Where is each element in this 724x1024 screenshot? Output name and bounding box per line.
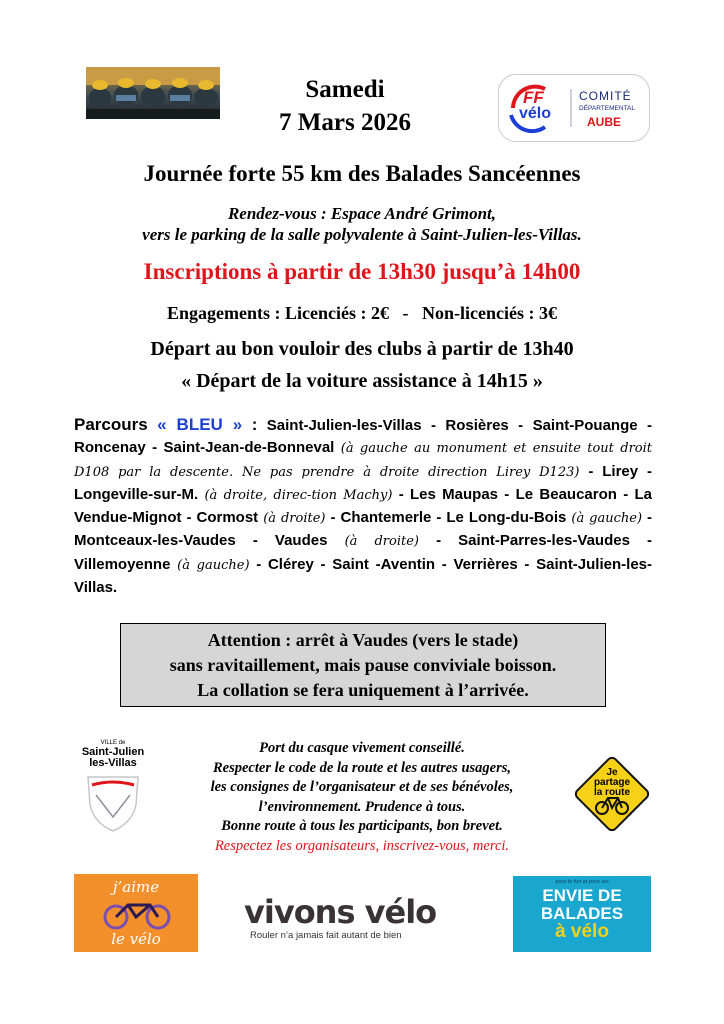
advice-line4: l’environnement. Prudence à tous. bbox=[258, 798, 466, 815]
route-segment: - Chantemerle - Le Long-du-Bois bbox=[330, 509, 567, 527]
event-day: Samedi bbox=[305, 76, 385, 103]
vivons-velo-logo bbox=[244, 894, 474, 954]
envie-line1: ENVIE DE bbox=[542, 886, 622, 905]
ff-text: FF bbox=[523, 88, 544, 107]
rendezvous-line1: Rendez-vous : Espace André Grimont, bbox=[227, 204, 497, 223]
attention-line1: Attention : arrêt à Vaudes (vers le stade) bbox=[207, 630, 519, 650]
shield-icon bbox=[74, 769, 152, 835]
jaime-text: j’aime bbox=[112, 878, 160, 896]
event-date: 7 Mars 2026 bbox=[279, 109, 411, 136]
departemental-text: DÉPARTEMENTAL bbox=[579, 105, 635, 112]
vivons-velo-text: vivons vélo bbox=[244, 893, 437, 931]
safety-advice bbox=[170, 739, 554, 856]
route-note: (à droite, direc-tion Machy) bbox=[204, 487, 393, 503]
aube-text: AUBE bbox=[587, 115, 622, 129]
route-segment: Saint-Julien-les-Villas - Rosières - Saint-Pouange - Roncenay - Saint-Jean-de-Bonneval bbox=[74, 417, 652, 457]
velo-text: vélo bbox=[519, 105, 552, 122]
ville-de-text: VILLE de bbox=[100, 740, 126, 746]
sign-line3: la route bbox=[593, 787, 631, 798]
route-note: (à gauche) bbox=[177, 557, 250, 573]
parcours-colon: : bbox=[251, 415, 258, 434]
parcours-description bbox=[74, 414, 652, 599]
comite-text: COMITÉ bbox=[579, 89, 632, 103]
vivons-tagline: Rouler n’a jamais fait autant de bien bbox=[250, 930, 402, 941]
depart-line2: « Départ de la voiture assistance à 14h15 » bbox=[181, 370, 543, 392]
saint-julien-logo bbox=[74, 740, 152, 840]
jaime-le-velo-logo bbox=[74, 874, 198, 952]
envie-de-balades-logo bbox=[513, 876, 651, 952]
les-villas-text: les-Villas bbox=[89, 757, 137, 769]
route-segment: - Saint-Parres-les-Vaudes - Villemoyenne bbox=[74, 532, 653, 573]
route-segment: - Clérey - Saint -Aventin - Verrières - Saint-Julien-les-Villas. bbox=[74, 555, 652, 597]
ffvelo-comite-aube-logo bbox=[498, 74, 650, 142]
rendezvous-line2: vers le parking de la salle polyvalente à Saint-Julien-les-Villas. bbox=[142, 225, 582, 244]
sign-line1: Je bbox=[606, 767, 618, 778]
route-segment: - Les Maupas - Le Beaucaron - La Vendue-Mignot - Cormost bbox=[74, 485, 653, 527]
route-segment: - Montceaux-les-Vaudes - Vaudes bbox=[74, 509, 653, 550]
attention-line2: sans ravitaillement, mais pause conviviale boisson. bbox=[169, 655, 557, 675]
engagements-info: Engagements : Licenciés : 2€ - Non-licenciés : 3€ bbox=[167, 303, 557, 323]
route-note: (à droite) bbox=[263, 511, 326, 527]
le-velo-text: le vélo bbox=[111, 930, 161, 948]
advice-line6: Respectez les organisateurs, inscrivez-vous, merci. bbox=[214, 837, 510, 854]
envie-line3: à vélo bbox=[555, 921, 609, 942]
advice-line2: Respecter le code de la route et les autres usagers, bbox=[212, 759, 511, 776]
route-note: (à droite) bbox=[344, 534, 419, 550]
parcours-color: « BLEU » bbox=[157, 415, 243, 434]
event-title: Journée forte 55 km des Balades Sancéennes bbox=[143, 161, 581, 186]
depart-line1: Départ au bon vouloir des clubs à partir de 13h40 bbox=[150, 338, 574, 360]
cyclists-photo bbox=[86, 67, 220, 119]
route-note: (à gauche) bbox=[571, 511, 643, 527]
route-segment: - Lirey - Longeville-sur-M. bbox=[74, 462, 652, 503]
advice-line1: Port du casque vivement conseillé. bbox=[259, 740, 465, 756]
parcours-label: Parcours bbox=[74, 415, 148, 434]
route-note: (à gauche au monument et ensuite tout droit D108 par la descente. Ne pas prendre à droite direction Lirey D123) bbox=[74, 441, 652, 480]
advice-line3: les consignes de l’organisateur et de ses bénévoles, bbox=[210, 779, 514, 795]
je-partage-la-route-sign bbox=[570, 752, 654, 836]
attention-box bbox=[120, 623, 606, 707]
attention-line3: La collation se fera uniquement à l’arrivée. bbox=[197, 680, 529, 700]
inscriptions-info: Inscriptions à partir de 13h30 jusqu’à 14h00 bbox=[143, 259, 581, 284]
saint-julien-text: Saint-Julien bbox=[81, 746, 145, 758]
envie-line2: BALADES bbox=[540, 904, 624, 923]
envie-small-text: pour le fun et pour soi bbox=[555, 879, 609, 885]
advice-line5: Bonne route à tous les participants, bon brevet. bbox=[221, 818, 503, 834]
sign-line2: partage bbox=[593, 777, 631, 788]
